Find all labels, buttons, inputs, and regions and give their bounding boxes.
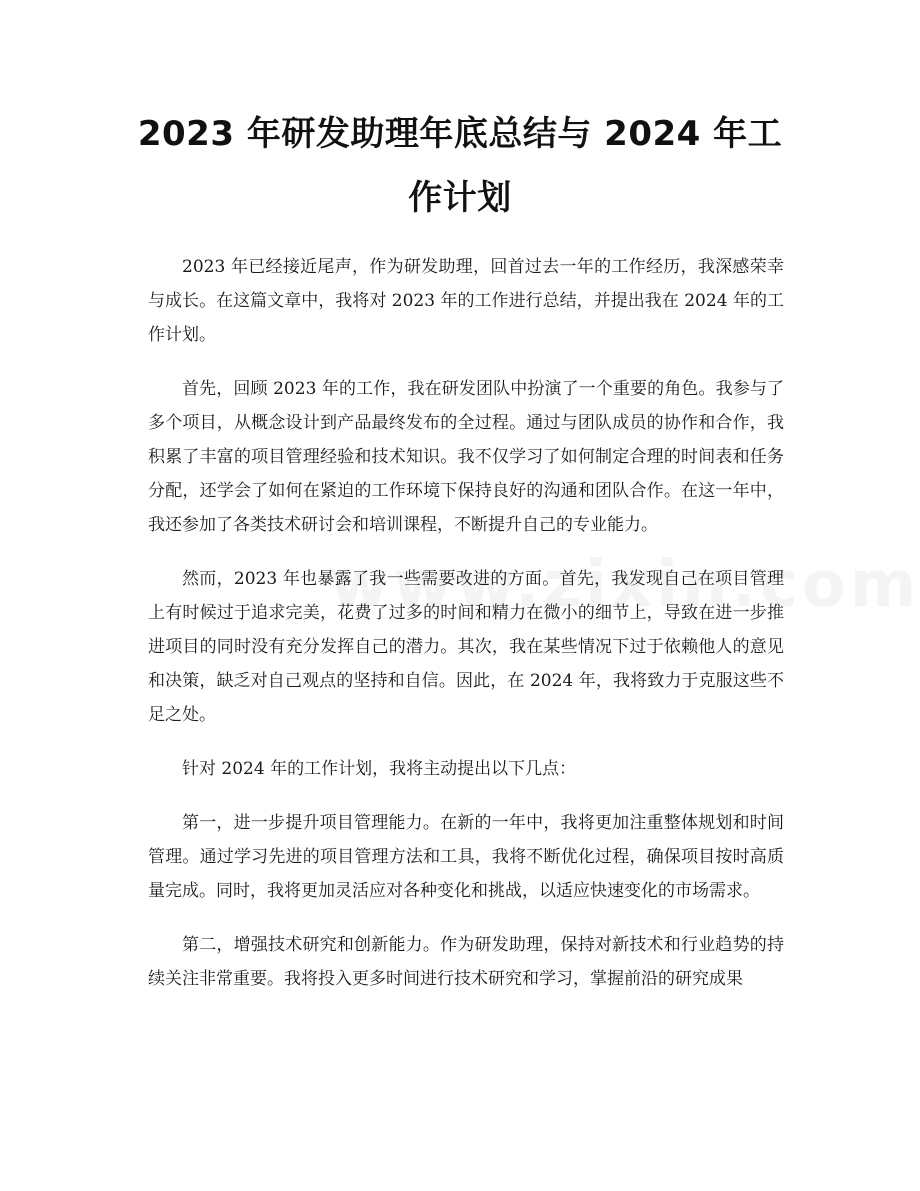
paragraph-improvements: 然而，2023 年也暴露了我一些需要改进的方面。首先，我发现自己在项目管理上有时候过于追求完美，花费了过多的时间和精力在微小的细节上，导致在进一步推进项目的同时没有充分发挥自己的潜力。其次，我在某些情况下过于依赖他人的意见和决策，缺乏对自己观点的坚持和自信。因此，在 2024 年，我将致力于克服这些不足之处。: [148, 569, 784, 725]
paragraph-intro: 2023 年已经接近尾声，作为研发助理，回首过去一年的工作经历，我深感荣幸与成长。在这篇文章中，我将对 2023 年的工作进行总结，并提出我在 2024 年的工作计划。: [148, 257, 784, 345]
paragraph-plan-1: 第一，进一步提升项目管理能力。在新的一年中，我将更加注重整体规划和时间管理。通过学习先进的项目管理方法和工具，我将不断优化过程，确保项目按时高质量完成。同时，我将更加灵活应对各种变化和挑战，以适应快速变化的市场需求。: [148, 813, 784, 901]
document-body: [148, 250, 784, 1016]
paragraph-review: 首先，回顾 2023 年的工作，我在研发团队中扮演了一个重要的角色。我参与了多个项目，从概念设计到产品最终发布的全过程。通过与团队成员的协作和合作，我积累了丰富的项目管理经验和技术知识。我不仅学习了如何制定合理的时间表和任务分配，还学会了如何在紧迫的工作环境下保持良好的沟通和团队合作。在这一年中，我还参加了各类技术研讨会和培训课程，不断提升自己的专业能力。: [148, 379, 784, 535]
paragraph-plan-intro: 针对 2024 年的工作计划，我将主动提出以下几点：: [182, 759, 577, 779]
document-title: 2023 年研发助理年底总结与 2024 年工作计划: [137, 114, 783, 218]
paragraph-plan-2: 第二，增强技术研究和创新能力。作为研发助理，保持对新技术和行业趋势的持续关注非常重要。我将投入更多时间进行技术研究和学习，掌握前沿的研究成果: [148, 935, 784, 989]
